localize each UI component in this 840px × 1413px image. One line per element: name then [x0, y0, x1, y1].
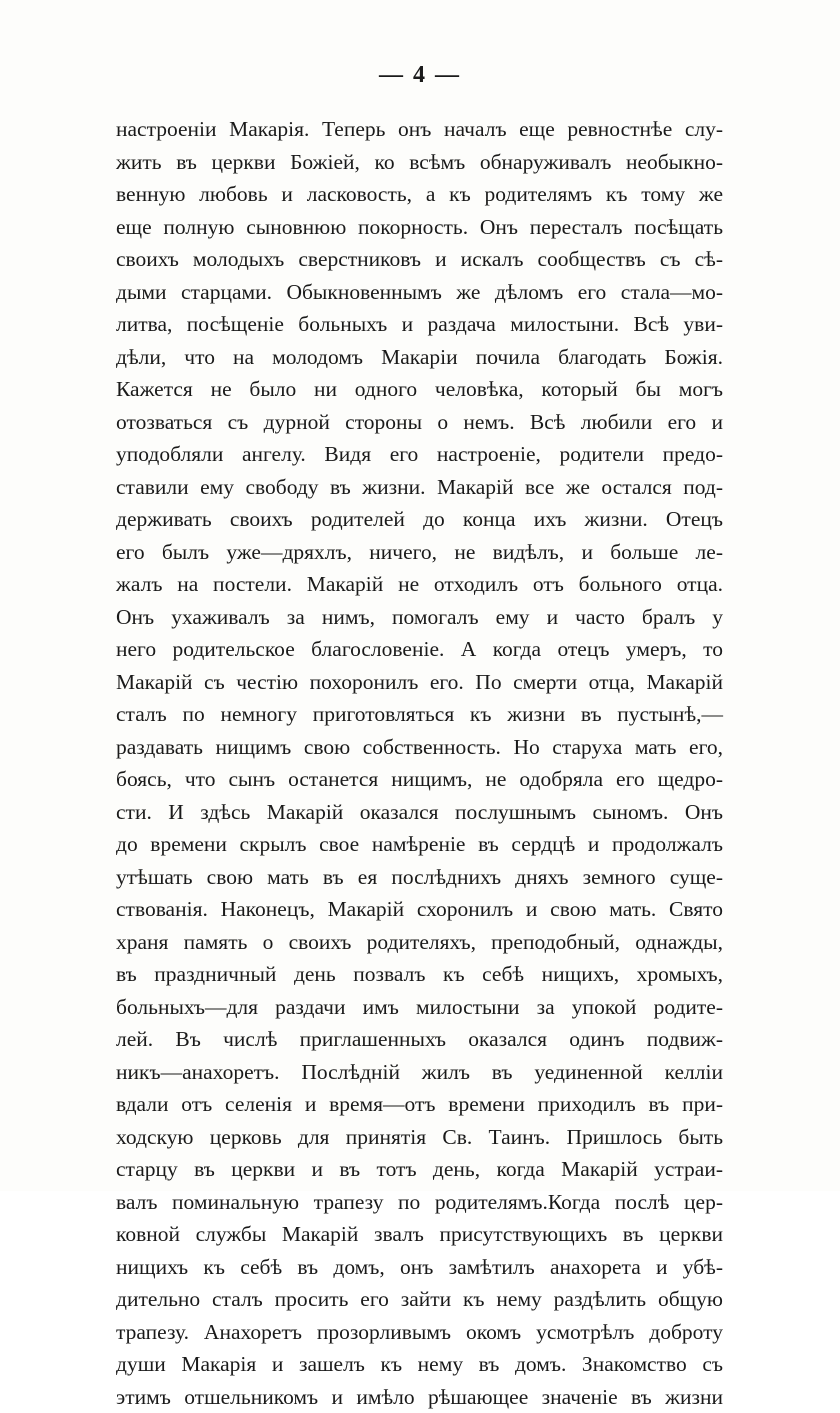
text-line: ствованiя. Наконецъ, Макарiй схоронилъ и свою мать. Свято: [116, 893, 723, 926]
text-line: дѣли, что на молодомъ Макарiи почила благодать Божiя.: [116, 341, 723, 374]
text-line: больныхъ—для раздачи имъ милостыни за упокой родите-: [116, 991, 723, 1024]
text-line: ковной службы Макарiй звалъ присутствующихъ въ церкви: [116, 1218, 723, 1251]
text-line: Макарiй съ честiю похоронилъ его. По смерти отца, Макарiй: [116, 666, 723, 699]
text-line: раздавать нищимъ свою собственность. Но старуха мать его,: [116, 731, 723, 764]
text-line: храня память о своихъ родителяхъ, преподобный, однажды,: [116, 926, 723, 959]
text-line: венную любовь и ласковость, а къ родителямъ къ тому же: [116, 178, 723, 211]
text-line: старцу въ церкви и въ тотъ день, когда Макарiй устраи-: [116, 1153, 723, 1186]
text-line: него родительское благословенiе. А когда отецъ умеръ, то: [116, 633, 723, 666]
text-line: жить въ церкви Божiей, ко всѣмъ обнаруживалъ необыкно-: [116, 146, 723, 179]
text-line: дыми старцами. Обыкновеннымъ же дѣломъ его стала—мо-: [116, 276, 723, 309]
text-line: еще полную сыновнюю покорность. Онъ пересталъ посѣщать: [116, 211, 723, 244]
text-line: литва, посѣщенiе больныхъ и раздача милостыни. Всѣ уви-: [116, 308, 723, 341]
text-line: боясь, что сынъ останется нищимъ, не одобряла его щедро-: [116, 763, 723, 796]
text-line: его былъ уже—дряхлъ, ничего, не видѣлъ, и больше ле-: [116, 536, 723, 569]
text-line: души Макарiя и зашелъ къ нему въ домъ. Знакомство съ: [116, 1348, 723, 1381]
text-line: лей. Въ числѣ приглашенныхъ оказался одинъ подвиж-: [116, 1023, 723, 1056]
text-line: никъ—анахоретъ. Послѣднiй жилъ въ уединенной келлiи: [116, 1056, 723, 1089]
text-line: настроенiи Макарiя. Теперь онъ началъ еще ревностнѣе слу-: [116, 113, 723, 146]
text-line: отозваться съ дурной стороны о немъ. Всѣ любили его и: [116, 406, 723, 439]
text-line: сталъ по немногу приготовляться къ жизни въ пустынѣ,—: [116, 698, 723, 731]
page-number: — 4 —: [0, 62, 840, 89]
text-line: въ праздничный день позвалъ къ себѣ нищихъ, хромыхъ,: [116, 958, 723, 991]
text-line: своихъ молодыхъ сверстниковъ и искалъ сообществъ съ сѣ-: [116, 243, 723, 276]
text-line: Онъ ухаживалъ за нимъ, помогалъ ему и часто бралъ у: [116, 601, 723, 634]
text-line: дительно сталъ просить его зайти къ нему раздѣлить общую: [116, 1283, 723, 1316]
text-line: ходскую церковь для принятiя Св. Таинъ. Пришлось быть: [116, 1121, 723, 1154]
text-line: утѣшать свою мать въ ея послѣднихъ дняхъ земного суще-: [116, 861, 723, 894]
text-line: вдали отъ селенiя и время—отъ времени приходилъ въ при-: [116, 1088, 723, 1121]
text-line: Кажется не было ни одного человѣка, который бы могъ: [116, 373, 723, 406]
text-line: сти. И здѣсь Макарiй оказался послушнымъ сыномъ. Онъ: [116, 796, 723, 829]
text-line: ставили ему свободу въ жизни. Макарiй все же остался под-: [116, 471, 723, 504]
text-line: нищихъ къ себѣ въ домъ, онъ замѣтилъ анахорета и убѣ-: [116, 1251, 723, 1284]
text-line: держивать своихъ родителей до конца ихъ жизни. Отецъ: [116, 503, 723, 536]
text-line: уподобляли ангелу. Видя его настроенiе, родители предо-: [116, 438, 723, 471]
text-line: до времени скрылъ свое намѣренiе въ сердцѣ и продолжалъ: [116, 828, 723, 861]
text-line: жалъ на постели. Макарiй не отходилъ отъ больного отца.: [116, 568, 723, 601]
text-line: валъ поминальную трапезу по родителямъ.Когда послѣ цер-: [116, 1186, 723, 1219]
text-line: трапезу. Анахоретъ прозорливымъ окомъ усмотрѣлъ доброту: [116, 1316, 723, 1349]
text-line: этимъ отшельникомъ и имѣло рѣшающее значенiе въ жизни: [116, 1381, 723, 1413]
body-text: [116, 113, 723, 1413]
